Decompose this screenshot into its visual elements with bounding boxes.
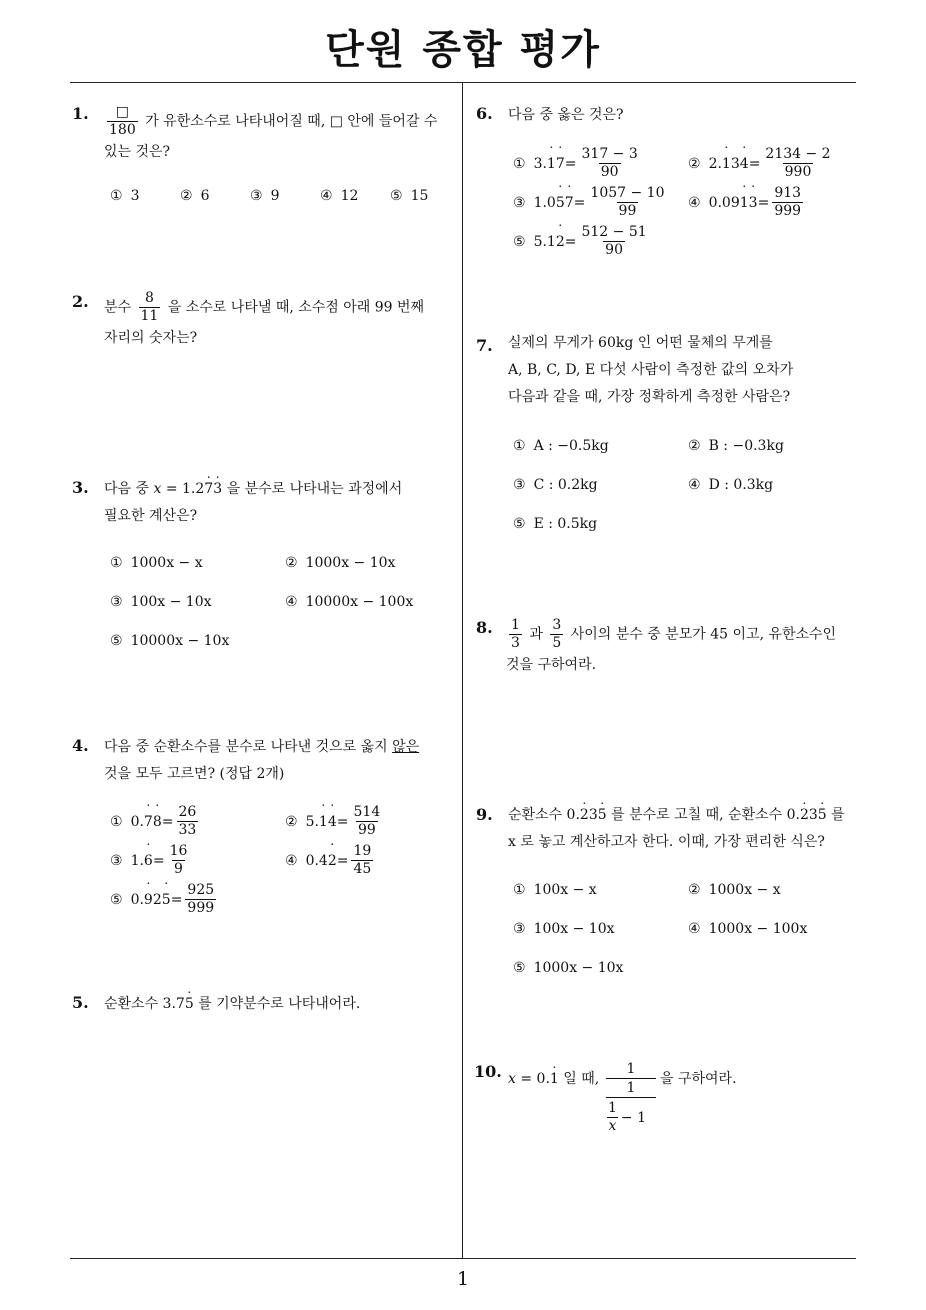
choice-text: C : 0.2kg — [533, 477, 598, 493]
number: 2. — [708, 155, 722, 172]
choice-marker: ① — [110, 813, 123, 830]
question-line: 다음 중 순환소수를 분수로 나타낸 것으로 옳지 — [104, 739, 388, 755]
answer-option-3[interactable] — [513, 477, 598, 493]
fraction-denominator: 5 — [552, 635, 562, 651]
question-number: 1. — [72, 104, 89, 123]
repeating-digit: 5 ˙ — [818, 807, 827, 823]
choice-marker: ⑤ — [513, 960, 526, 976]
question-text — [508, 802, 860, 856]
question-line: 것을 구하여라. — [506, 657, 597, 673]
question-line: 과 — [529, 626, 543, 643]
minus-one: − 1 — [620, 1109, 647, 1126]
underlined-word: 않은 — [392, 739, 420, 755]
digit: 2 — [152, 891, 162, 908]
choice-text: 1000x − x — [130, 555, 203, 571]
number: 1. — [130, 852, 144, 869]
fraction — [107, 104, 138, 139]
choice-text: 15 — [410, 188, 429, 204]
question-number: 2. — [72, 292, 89, 311]
choice-marker: ④ — [688, 921, 701, 937]
fraction — [772, 185, 803, 220]
choice-marker: ③ — [110, 852, 123, 869]
question-line: 있는 것은? — [104, 144, 171, 160]
repeating-digit: 5 ˙ — [162, 892, 171, 908]
answer-option-2[interactable] — [688, 438, 784, 454]
equals: = — [564, 233, 577, 250]
answer-option-2[interactable] — [180, 188, 209, 204]
fraction — [580, 146, 640, 181]
question-line: 을 소수로 나타낼 때, 소수점 아래 99 번째 — [167, 299, 425, 316]
complex-fraction — [606, 1060, 656, 1135]
bottom-rule — [70, 1258, 856, 1259]
variable: x — [608, 1118, 617, 1134]
repeating-digit: 2 ˙ — [580, 807, 589, 823]
equals: = — [757, 194, 770, 211]
repeating-digit: 7 ˙ — [204, 481, 213, 497]
variable: x — [153, 481, 162, 497]
choice-text: 100x − 10x — [533, 921, 615, 937]
answer-option-4[interactable] — [320, 188, 358, 204]
fraction-numerator: 925 — [187, 882, 215, 898]
choice-text: 100x − 10x — [130, 594, 212, 610]
fraction — [588, 185, 666, 220]
answer-option-1[interactable] — [110, 804, 201, 839]
digit: 3 — [808, 807, 818, 823]
repeating-digit: 1 ˙ — [547, 156, 556, 172]
fraction — [606, 1100, 619, 1135]
question-text — [508, 330, 858, 411]
question-line: 다음 중 — [104, 481, 150, 497]
fraction-numerator: 913 — [774, 185, 802, 201]
answer-option-3[interactable] — [110, 594, 212, 610]
choice-text: 1000x − 10x — [305, 555, 396, 571]
fraction-denominator: 99 — [618, 203, 637, 219]
answer-option-5[interactable] — [513, 960, 623, 976]
choice-marker: ② — [688, 882, 701, 898]
question-line: 가 유한소수로 나타내어질 때, □ 안에 들어갈 수 — [145, 113, 438, 130]
number: 5. — [305, 813, 319, 830]
choice-marker: ④ — [285, 852, 298, 869]
number: 순환소수 3.7 — [104, 996, 185, 1012]
question-line: 를 분수로 고칠 때, 순환소수 0. — [611, 807, 800, 823]
choice-marker: ③ — [513, 194, 526, 211]
answer-option-3[interactable] — [250, 188, 279, 204]
question-text — [104, 991, 459, 1018]
fraction-denominator: 990 — [784, 164, 812, 180]
fraction-denominator: 90 — [600, 164, 619, 180]
question-line: 실제의 무게가 60kg 인 어떤 물체의 무게를 — [508, 335, 773, 351]
equals: = — [170, 891, 183, 908]
answer-option-2[interactable] — [285, 555, 395, 571]
repeating-digit: 2 ˙ — [328, 853, 337, 869]
fraction-numerator: 1057 − 10 — [590, 185, 665, 201]
repeating-digit: 4 ˙ — [328, 814, 337, 830]
number: 0.09 — [708, 194, 740, 211]
choice-marker: ④ — [320, 188, 333, 204]
fraction-bar — [606, 1097, 656, 1098]
question-line: A, B, C, D, E 다섯 사람이 측정한 값의 오차가 — [508, 362, 794, 378]
repeating-digit: 8 ˙ — [153, 814, 162, 830]
number: = 0. — [515, 1071, 550, 1087]
question-line: 를 기약분수로 나타내어라. — [198, 996, 361, 1012]
repeating-digit: 1 ˙ — [740, 195, 749, 211]
choice-marker: ② — [688, 438, 701, 454]
fraction — [139, 290, 161, 325]
fraction-numerator: 19 — [353, 843, 372, 859]
number: = 1.2 — [161, 481, 205, 497]
question-text — [104, 476, 459, 530]
choice-text: 6 — [200, 188, 210, 204]
answer-option-1[interactable] — [513, 438, 609, 454]
choice-marker: ⑤ — [513, 233, 526, 250]
choice-marker: ① — [110, 188, 123, 204]
repeating-digit: 2 ˙ — [556, 234, 565, 250]
choice-marker: ⑤ — [110, 891, 123, 908]
question-number: 8. — [476, 618, 493, 637]
answer-option-3[interactable] — [513, 921, 615, 937]
question-number: 6. — [476, 104, 493, 123]
repeating-digit: 2 ˙ — [800, 807, 809, 823]
choice-text: 1000x − x — [708, 882, 781, 898]
choice-text: 1000x − 100x — [708, 921, 808, 937]
question-number: 3. — [72, 478, 89, 497]
answer-option-3[interactable] — [110, 843, 192, 878]
page-title: 단원 종합 평가 — [325, 27, 601, 73]
fraction-numerator: 26 — [178, 804, 197, 820]
equals: = — [152, 852, 165, 869]
fraction-numerator: 1 — [608, 1100, 617, 1116]
repeating-digit: 5 ˙ — [598, 807, 607, 823]
choice-marker: ② — [180, 188, 193, 204]
choice-text: A : −0.5kg — [533, 438, 609, 454]
fraction-numerator: 1 — [511, 617, 520, 633]
number: 1.0 — [533, 194, 556, 211]
fraction — [763, 146, 832, 181]
question-text — [104, 104, 459, 166]
column-divider — [462, 82, 463, 1258]
answer-option-5[interactable] — [513, 224, 652, 259]
fraction-denominator: 90 — [605, 242, 623, 258]
number: 0. — [130, 813, 144, 830]
fraction-denominator: 11 — [140, 308, 159, 324]
fraction-denominator: 999 — [187, 900, 215, 916]
choice-text: 10000x − 100x — [305, 594, 414, 610]
fraction — [351, 843, 373, 878]
fraction-numerator: 1 — [626, 1061, 636, 1077]
question-number: 10. — [474, 1062, 502, 1081]
question-line: 을 구하여라. — [660, 1071, 737, 1087]
question-text — [104, 734, 459, 788]
fraction-denominator: 45 — [353, 861, 372, 877]
repeating-digit: 3 ˙ — [213, 481, 222, 497]
answer-option-3[interactable] — [513, 185, 669, 220]
choice-marker: ① — [110, 555, 123, 571]
answer-option-5[interactable] — [110, 633, 229, 649]
fraction-numerator: 1 — [626, 1080, 636, 1096]
answer-option-1[interactable] — [110, 188, 139, 204]
answer-option-1[interactable] — [110, 555, 203, 571]
question-line: 것을 모두 고르면? (정답 2개) — [104, 766, 285, 782]
fraction-denominator: 99 — [357, 822, 376, 838]
number: 3. — [533, 155, 547, 172]
equals: = — [573, 194, 586, 211]
question-number: 5. — [72, 993, 89, 1012]
question-line: 자리의 숫자는? — [104, 330, 198, 346]
question-line: x 로 놓고 계산하고자 한다. 이때, 가장 편리한 식은? — [508, 834, 825, 850]
repeating-digit: 3 ˙ — [749, 195, 758, 211]
number: 5.1 — [533, 233, 556, 250]
repeating-digit: 7 ˙ — [565, 195, 574, 211]
repeating-digit: 5 ˙ — [185, 996, 194, 1012]
answer-option-5[interactable] — [110, 882, 219, 917]
answer-option-5[interactable] — [390, 188, 428, 204]
fraction-numerator: 2134 − 2 — [765, 146, 831, 162]
fraction — [352, 804, 383, 839]
choice-text: 9 — [270, 188, 280, 204]
choice-marker: ④ — [285, 594, 298, 610]
question-line: 일 때, — [563, 1071, 600, 1087]
repeating-digit: 5 ˙ — [556, 195, 565, 211]
question-text — [508, 102, 858, 129]
page-number: 1 — [456, 1268, 470, 1290]
fraction-denominator: 33 — [178, 822, 197, 838]
fraction — [579, 224, 648, 259]
answer-option-2[interactable] — [688, 146, 836, 181]
equals: = — [336, 813, 349, 830]
question-line: 분수 — [104, 299, 132, 316]
fraction — [509, 617, 522, 652]
choice-text: B : −0.3kg — [708, 438, 784, 454]
answer-option-4[interactable] — [688, 921, 807, 937]
choice-marker: ⑤ — [390, 188, 403, 204]
fraction-numerator: 8 — [144, 290, 154, 306]
digit: 3 — [730, 155, 740, 172]
question-text — [506, 617, 858, 679]
question-line: 사이의 분수 중 분모가 45 이고, 유한소수인 — [570, 626, 837, 643]
choice-text: 12 — [340, 188, 359, 204]
question-text — [104, 290, 459, 352]
fraction-denominator: 3 — [511, 635, 520, 651]
fraction-numerator: 512 − 51 — [581, 224, 647, 240]
choice-marker: ① — [513, 438, 526, 454]
choice-marker: ③ — [250, 188, 263, 204]
fraction — [177, 804, 199, 839]
equals: = — [748, 155, 761, 172]
choice-marker: ① — [513, 882, 526, 898]
choice-marker: ④ — [688, 194, 701, 211]
fraction-numerator: 3 — [552, 617, 562, 633]
question-line: 를 — [831, 807, 845, 823]
question-line: 다음 중 옳은 것은? — [508, 107, 624, 123]
question-line: 을 분수로 나타내는 과정에서 — [226, 481, 403, 497]
question-line: 다음과 같을 때, 가장 정확하게 측정한 사람은? — [508, 389, 791, 405]
fraction — [185, 882, 216, 917]
number: 0. — [130, 891, 144, 908]
fraction-denominator: 9 — [174, 861, 183, 877]
fraction-numerator: 514 — [353, 804, 381, 820]
repeating-digit: 4 ˙ — [740, 156, 749, 172]
choice-marker: ④ — [688, 477, 701, 493]
choice-marker: ③ — [110, 594, 123, 610]
fraction-denominator: 180 — [109, 122, 136, 138]
equals: = — [161, 813, 174, 830]
choice-marker: ② — [285, 813, 298, 830]
question-text — [660, 1066, 840, 1093]
inner-expression — [606, 1100, 656, 1135]
choice-marker: ⑤ — [110, 633, 123, 649]
fraction — [550, 617, 563, 652]
answer-option-1[interactable] — [513, 146, 643, 181]
choice-marker: ② — [688, 155, 701, 172]
answer-option-2[interactable] — [285, 804, 385, 839]
fraction-numerator: 16 — [169, 843, 188, 859]
choice-text: D : 0.3kg — [708, 477, 774, 493]
answer-option-1[interactable] — [513, 882, 597, 898]
choice-marker: ① — [513, 155, 526, 172]
answer-option-4[interactable] — [285, 843, 376, 878]
repeating-digit: 1 ˙ — [722, 156, 731, 172]
choice-text: 1000x − 10x — [533, 960, 624, 976]
question-number: 7. — [476, 336, 493, 355]
repeating-digit: 6 ˙ — [144, 853, 153, 869]
equals: = — [336, 852, 349, 869]
fraction-denominator — [607, 1117, 619, 1135]
answer-option-5[interactable] — [513, 516, 597, 532]
repeating-digit: 9 ˙ — [144, 892, 153, 908]
fraction — [168, 843, 190, 878]
fraction-denominator: 999 — [774, 203, 802, 219]
question-number: 9. — [476, 805, 493, 824]
answer-option-4[interactable] — [688, 477, 773, 493]
fraction-numerator: □ — [115, 104, 129, 120]
variable: x — [508, 1071, 516, 1087]
answer-option-2[interactable] — [688, 882, 781, 898]
repeating-digit: 7 ˙ — [556, 156, 565, 172]
repeating-digit: 1 ˙ — [319, 814, 328, 830]
fraction-numerator: 317 − 3 — [581, 146, 638, 162]
choice-marker: ⑤ — [513, 516, 526, 532]
repeating-digit: 7 ˙ — [144, 814, 153, 830]
top-rule — [70, 82, 856, 83]
choice-marker: ③ — [513, 477, 526, 493]
choice-text: 10000x − 10x — [130, 633, 230, 649]
choice-marker: ② — [285, 555, 298, 571]
choice-text: E : 0.5kg — [533, 516, 598, 532]
answer-option-4[interactable] — [688, 185, 806, 220]
repeating-digit: 1 ˙ — [550, 1071, 559, 1087]
answer-option-4[interactable] — [285, 594, 413, 610]
digit: 3 — [588, 807, 598, 823]
number: 순환소수 0. — [508, 807, 580, 823]
choice-text: 3 — [130, 188, 140, 204]
equals: = — [564, 155, 577, 172]
choice-text: 100x − x — [533, 882, 597, 898]
choice-marker: ③ — [513, 921, 526, 937]
question-number: 4. — [72, 736, 89, 755]
question-line: 필요한 계산은? — [104, 508, 198, 524]
number: 0.4 — [305, 852, 328, 869]
